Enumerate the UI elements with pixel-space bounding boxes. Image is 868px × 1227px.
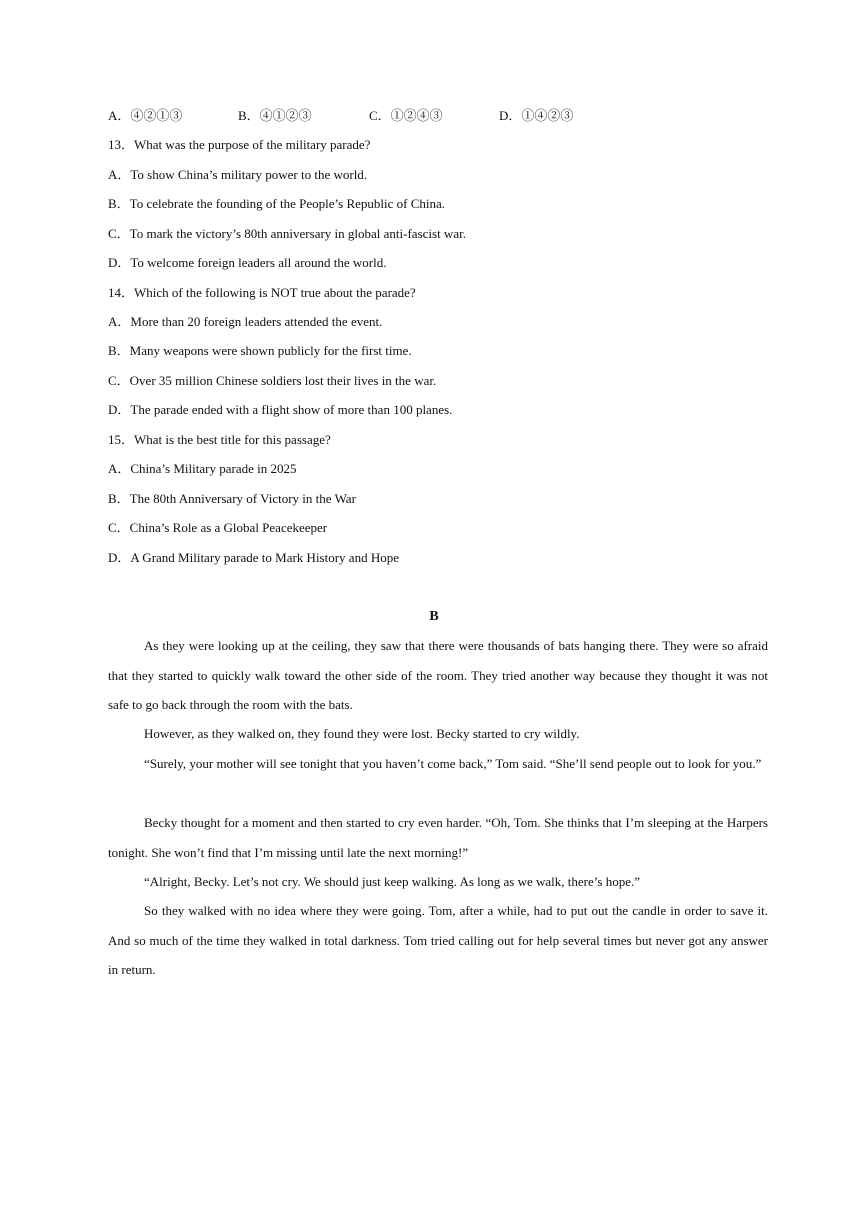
question-13-option-a: A．To show China’s military power to the world. xyxy=(108,167,368,182)
q12-options-row xyxy=(108,108,668,124)
question-13-option-d: D．To welcome foreign leaders all around the world. xyxy=(108,255,387,270)
passage-paragraph-4: Becky thought for a moment and then started to cry even harder. “Oh, Tom. She thinks that I’m sleeping at the Harpers tonight. She won’t find that I’m missing until late the next morning!” xyxy=(108,815,768,860)
question-14-option-d: D．The parade ended with a flight show of more than 100 planes. xyxy=(108,402,453,417)
q12-option-a: A．④②①③ xyxy=(108,108,183,123)
question-15-option-b: B．The 80th Anniversary of Victory in the War xyxy=(108,491,356,506)
question-13-option-c: C．To mark the victory’s 80th anniversary in global anti-fascist war. xyxy=(108,226,466,241)
question-14-option-b: B．Many weapons were shown publicly for the first time. xyxy=(108,343,412,358)
question-14-option-c: C．Over 35 million Chinese soldiers lost their lives in the war. xyxy=(108,373,437,388)
passage-paragraph-6: So they walked with no idea where they were going. Tom, after a while, had to put out the candle in order to save it. And so much of the time they walked in total darkness. Tom tried calling out for help several times but never got any answer in return. xyxy=(108,903,768,977)
question-15-option-a: A．China’s Military parade in 2025 xyxy=(108,461,297,476)
section-b-heading: B xyxy=(429,609,439,624)
q12-option-b: B．④①②③ xyxy=(238,108,312,123)
question-15-stem: 15．What is the best title for this passage? xyxy=(108,432,331,447)
question-14-stem: 14．Which of the following is NOT true about the parade? xyxy=(108,285,416,300)
question-14-option-a: A．More than 20 foreign leaders attended the event. xyxy=(108,314,383,329)
passage-paragraph-2: However, as they walked on, they found they were lost. Becky started to cry wildly. xyxy=(144,726,580,741)
question-13-stem: 13．What was the purpose of the military parade? xyxy=(108,137,371,152)
question-15-option-c: C．China’s Role as a Global Peacekeeper xyxy=(108,520,328,535)
passage-paragraph-5: “Alright, Becky. Let’s not cry. We should just keep walking. As long as we walk, there’s hope.” xyxy=(144,874,640,889)
q12-option-d: D．①④②③ xyxy=(499,108,574,123)
passage-paragraph-1: As they were looking up at the ceiling, they saw that there were thousands of bats hanging there. They were so afraid that they started to quickly walk toward the other side of the room. They tried another way because they thought it was not safe to go back through the room with the bats. xyxy=(108,638,768,712)
passage-paragraph-3: “Surely, your mother will see tonight that you haven’t come back,” Tom said. “She’ll send people out to look for you.” xyxy=(144,756,762,771)
q12-option-c: C．①②④③ xyxy=(369,108,443,123)
question-15-option-d: D．A Grand Military parade to Mark History and Hope xyxy=(108,550,399,565)
question-13-option-b: B．To celebrate the founding of the People’s Republic of China. xyxy=(108,196,446,211)
